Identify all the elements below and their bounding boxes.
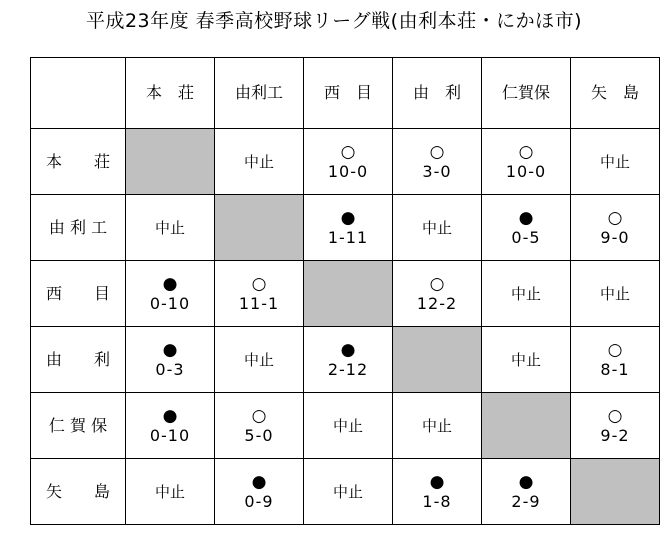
corner-cell — [31, 58, 126, 129]
score-text: 0-10 — [149, 425, 191, 445]
header-row — [31, 58, 660, 129]
table-row — [31, 393, 660, 459]
cancelled-label: 中止 — [599, 284, 630, 303]
result-cell — [304, 129, 393, 195]
cancelled-label: 中止 — [510, 284, 541, 303]
row-header: 由 利 — [31, 327, 126, 393]
loss-mark-icon: ● — [429, 471, 445, 492]
result-cell — [215, 459, 304, 525]
loss-mark-icon: ● — [340, 339, 356, 360]
self-match-cell — [304, 261, 393, 327]
cancelled-label: 中止 — [332, 416, 363, 435]
cancelled-cell — [215, 129, 304, 195]
cancelled-cell — [393, 195, 482, 261]
result-cell — [215, 261, 304, 327]
cancelled-label: 中止 — [421, 416, 452, 435]
result-cell — [482, 129, 571, 195]
result-cell — [571, 393, 660, 459]
score-text: 3-0 — [422, 161, 452, 181]
league-table — [30, 57, 660, 525]
score-text: 9-0 — [600, 227, 630, 247]
table-row — [31, 327, 660, 393]
row-header: 矢 島 — [31, 459, 126, 525]
score-text: 10-0 — [327, 161, 369, 181]
column-header: 仁賀保 — [482, 58, 571, 129]
result-cell — [126, 327, 215, 393]
self-match-cell — [393, 327, 482, 393]
win-mark-icon: ○ — [607, 207, 623, 228]
score-text: 2-12 — [327, 359, 369, 379]
cancelled-label: 中止 — [154, 482, 185, 501]
score-text: 1-8 — [422, 491, 452, 511]
cancelled-cell — [571, 129, 660, 195]
loss-mark-icon: ● — [251, 471, 267, 492]
page-title: 平成23年度 春季高校野球リーグ戦(由利本荘・にかほ市) — [85, 10, 583, 32]
cancelled-label: 中止 — [154, 218, 185, 237]
result-cell — [482, 459, 571, 525]
column-header: 由 利 — [393, 58, 482, 129]
cancelled-label: 中止 — [510, 350, 541, 369]
score-text: 9-2 — [600, 425, 630, 445]
table-row — [31, 261, 660, 327]
loss-mark-icon: ● — [162, 405, 178, 426]
result-cell — [393, 459, 482, 525]
score-text: 0-5 — [511, 227, 541, 247]
result-cell — [215, 393, 304, 459]
win-mark-icon: ○ — [518, 141, 534, 162]
loss-mark-icon: ● — [518, 207, 534, 228]
result-cell — [126, 261, 215, 327]
cancelled-cell — [215, 327, 304, 393]
score-text: 12-2 — [416, 293, 458, 313]
cancelled-label: 中止 — [332, 482, 363, 501]
win-mark-icon: ○ — [429, 141, 445, 162]
result-cell — [571, 327, 660, 393]
column-header: 西 目 — [304, 58, 393, 129]
cancelled-label: 中止 — [243, 152, 274, 171]
column-header: 矢 島 — [571, 58, 660, 129]
loss-mark-icon: ● — [518, 471, 534, 492]
score-text: 11-1 — [238, 293, 280, 313]
score-text: 2-9 — [511, 491, 541, 511]
cancelled-cell — [482, 327, 571, 393]
result-cell — [304, 195, 393, 261]
row-header: 由 利 工 — [31, 195, 126, 261]
cancelled-label: 中止 — [243, 350, 274, 369]
win-mark-icon: ○ — [607, 339, 623, 360]
column-header: 由利工 — [215, 58, 304, 129]
result-cell — [571, 195, 660, 261]
self-match-cell — [126, 129, 215, 195]
score-text: 0-9 — [244, 491, 274, 511]
score-text: 8-1 — [600, 359, 630, 379]
table-row — [31, 195, 660, 261]
row-header: 本 荘 — [31, 129, 126, 195]
self-match-cell — [215, 195, 304, 261]
win-mark-icon: ○ — [429, 273, 445, 294]
cancelled-cell — [393, 393, 482, 459]
score-text: 0-3 — [155, 359, 185, 379]
result-cell — [393, 261, 482, 327]
score-text: 5-0 — [244, 425, 274, 445]
win-mark-icon: ○ — [251, 273, 267, 294]
row-header: 西 目 — [31, 261, 126, 327]
league-table-body — [31, 58, 660, 525]
cancelled-cell — [304, 393, 393, 459]
cancelled-cell — [304, 459, 393, 525]
win-mark-icon: ○ — [340, 141, 356, 162]
score-text: 1-11 — [327, 227, 369, 247]
self-match-cell — [482, 393, 571, 459]
self-match-cell — [571, 459, 660, 525]
win-mark-icon: ○ — [607, 405, 623, 426]
result-cell — [393, 129, 482, 195]
table-row — [31, 129, 660, 195]
score-text: 10-0 — [505, 161, 547, 181]
table-row — [31, 459, 660, 525]
result-cell — [304, 327, 393, 393]
loss-mark-icon: ● — [162, 273, 178, 294]
win-mark-icon: ○ — [251, 405, 267, 426]
cancelled-label: 中止 — [599, 152, 630, 171]
result-cell — [126, 393, 215, 459]
cancelled-cell — [126, 459, 215, 525]
cancelled-cell — [571, 261, 660, 327]
result-cell — [482, 195, 571, 261]
score-text: 0-10 — [149, 293, 191, 313]
cancelled-label: 中止 — [421, 218, 452, 237]
cancelled-cell — [126, 195, 215, 261]
row-header: 仁 賀 保 — [31, 393, 126, 459]
loss-mark-icon: ● — [162, 339, 178, 360]
loss-mark-icon: ● — [340, 207, 356, 228]
cancelled-cell — [482, 261, 571, 327]
column-header: 本 荘 — [126, 58, 215, 129]
